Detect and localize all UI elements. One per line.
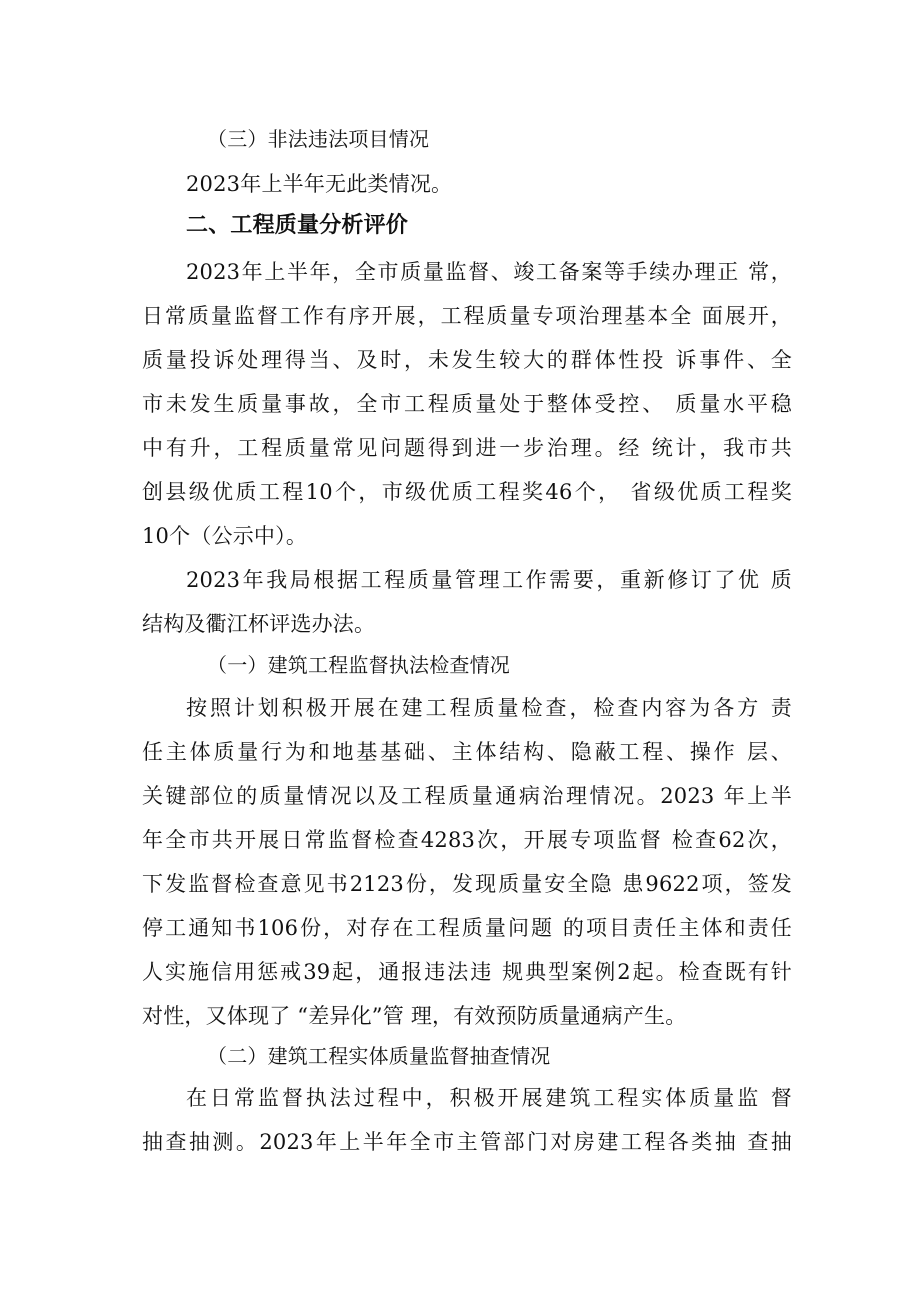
para3-line-2: 任主体质量行为和地基基础、主体结构、隐蔽工程、操作 层、 bbox=[142, 740, 792, 764]
para1-line-2: 日常质量监督工作有序开展，工程质量专项治理基本全 面展开， bbox=[142, 304, 792, 328]
para2-line-1: 2023年我局根据工程质量管理工作需要，重新修订了优 质 bbox=[186, 568, 792, 592]
para1-line-6: 创县级优质工程10个，市级优质工程奖46个， 省级优质工程奖 bbox=[142, 480, 792, 504]
para3-line-6: 停工通知书106份，对存在工程质量问题 的项目责任主体和责任 bbox=[142, 916, 792, 940]
main-heading: 二、工程质量分析评价 bbox=[186, 213, 409, 238]
para2-line-2: 结构及衢江杯评选办法。 bbox=[142, 612, 376, 636]
para4-line-1: 在日常监督执法过程中，积极开展建筑工程实体质量监 督 bbox=[186, 1086, 792, 1110]
para1-line-4: 市未发生质量事故，全市工程质量处于整体受控、 质量水平稳 bbox=[142, 392, 792, 416]
para3-line-1: 按照计划积极开展在建工程质量检查，检查内容为各方 责 bbox=[186, 696, 792, 720]
para4-line-2: 抽查抽测。2023年上半年全市主管部门对房建工程各类抽 查抽 bbox=[142, 1130, 792, 1154]
para3-line-4: 年全市共开展日常监督检查4283次，开展专项监督 检查62次， bbox=[142, 828, 792, 852]
section3-heading: （三）非法违法项目情况 bbox=[207, 127, 430, 151]
para1-line-1: 2023年上半年，全市质量监督、竣工备案等手续办理正 常， bbox=[186, 260, 792, 284]
sub2-heading: （二）建筑工程实体质量监督抽查情况 bbox=[207, 1044, 551, 1068]
section3-text: 2023年上半年无此类情况。 bbox=[186, 172, 453, 196]
para3-line-7: 人实施信用惩戒39起，通报违法违 规典型案例2起。检查既有针 bbox=[142, 960, 792, 984]
sub1-heading: （一）建筑工程监督执法检查情况 bbox=[207, 653, 510, 677]
para1-line-7: 10个（公示中）。 bbox=[142, 524, 308, 548]
para3-line-3: 关键部位的质量情况以及工程质量通病治理情况。2023 年上半 bbox=[142, 784, 792, 808]
para3-line-8: 对性，又体现了 “差异化”管 理，有效预防质量通病产生。 bbox=[142, 1004, 687, 1028]
para1-line-5: 中有升，工程质量常见问题得到进一步治理。经 统计，我市共 bbox=[142, 436, 792, 460]
para3-line-5: 下发监督检查意见书2123份，发现质量安全隐 患9622项，签发 bbox=[142, 872, 792, 896]
para1-line-3: 质量投诉处理得当、及时，未发生较大的群体性投 诉事件、全 bbox=[142, 348, 792, 372]
